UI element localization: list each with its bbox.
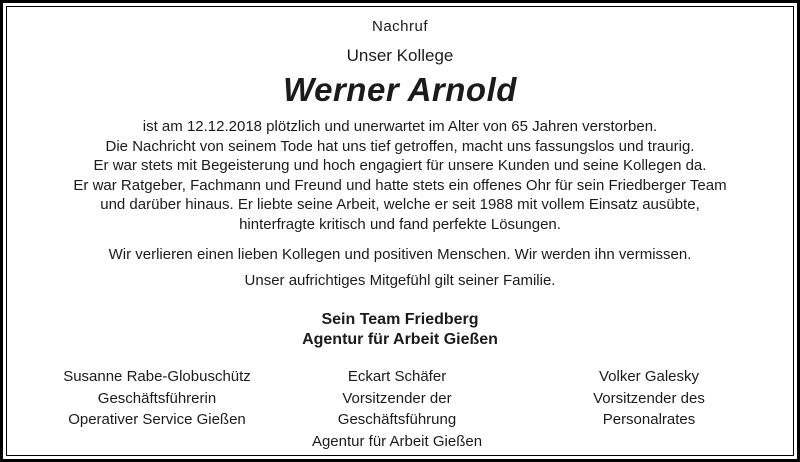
signer-role-line: Vorsitzender des [593, 389, 705, 407]
condolence-line: Unser aufrichtiges Mitgefühl gilt seiner Familie. [244, 272, 556, 289]
signature-line-agency: Agentur für Arbeit Gießen [302, 331, 498, 348]
obituary-inner-frame [6, 6, 794, 456]
signer-name: Susanne Rabe-Globuschütz [63, 368, 251, 385]
signer-name: Eckart Schäfer [347, 368, 447, 385]
signer-name: Volker Galesky [598, 368, 700, 385]
body-line: Er war Ratgeber, Fachmann und Freund und hatte stets ein offenes Ohr für sein Friedberger Team [73, 176, 727, 194]
signer-role-line: Geschäftsführerin [97, 389, 217, 407]
body-line: Er war stets mit Begeisterung und hoch engagiert für unsere Kunden und seine Kollegen da. [93, 157, 707, 174]
body-line: Die Nachricht von seinem Tode hat uns tief getroffen, macht uns fassungslos und traurig. [105, 137, 695, 155]
farewell-line: Wir verlieren einen lieben Kollegen und positiven Menschen. Wir werden ihn vermissen. [108, 246, 692, 263]
body-line: hinterfragte kritisch und fand perfekte Lösungen. [239, 215, 561, 233]
signer-role-line: Operativer Service Gießen [68, 411, 246, 428]
signature-line-team: Sein Team Friedberg [321, 311, 479, 328]
deceased-name: Werner Arnold [283, 71, 517, 108]
team-signature [7, 310, 793, 350]
signer-role-line: Geschäftsführung [337, 411, 457, 428]
subtitle-unser-kollege: Unser Kollege [346, 46, 454, 65]
body-line: ist am 12.12.2018 plötzlich und unerwartet im Alter von 65 Jahren verstorben. [142, 118, 658, 135]
signer-role-line: Vorsitzender der [342, 389, 452, 407]
kicker-nachruf: Nachruf [371, 18, 429, 35]
signer-role-line: Agentur für Arbeit Gießen [311, 432, 483, 450]
signer-column-right [499, 366, 794, 431]
body-line: und darüber hinaus. Er liebte seine Arbeit, welche er seit 1988 mit vollem Einsatz ausübte, [100, 196, 700, 213]
signer-role-line: Personalrates [602, 411, 696, 428]
obituary-body [7, 117, 793, 234]
signers-row [7, 366, 793, 456]
